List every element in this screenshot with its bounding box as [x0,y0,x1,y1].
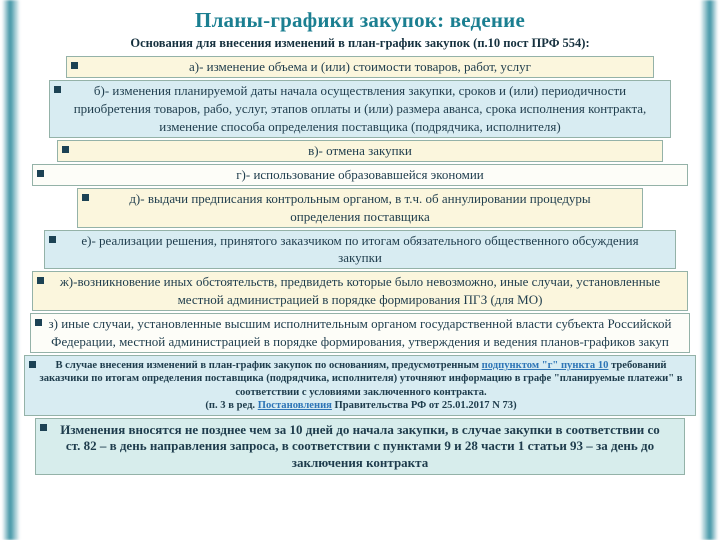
bullet-square-icon [37,170,44,177]
bullet-square-icon [71,62,78,69]
note-reference-line [39,399,683,412]
reason-text-d: д)- выдачи предписания контрольным органом, в т.ч. об аннулировании процедуры определения поставщика [129,190,591,224]
bullet-square-icon [62,146,69,153]
link-postanovlenie[interactable]: Постановления [257,400,332,412]
reason-item-d [77,188,643,228]
left-edge-gradient [2,0,20,540]
bullet-square-icon [40,424,47,431]
note-box [24,355,696,415]
reason-item-v [57,140,663,162]
reason-item-a [66,56,654,78]
reason-item-zh [32,271,688,311]
reason-text-b: б)- изменения планируемой даты начала осуществления закупки, сроков и (или) периодичности приобретения товаров, рабо, услуг, этапов оплаты и (или) размера аванса, срока исполнения контракта, изменение способа определения поставщика (подрядчика, исполнителя) [73,82,647,134]
note-ref-part2: Правительства РФ от 25.01.2017 N 73) [331,400,517,412]
reason-text-z: з) иные случаи, установленные высшим исполнительным органом государственной власти субъекта Российской Федерации, местной администрацией в порядке формирования, утверждения и ведения планов-графиков закуп [48,316,672,350]
link-subpoint-g-point-10[interactable]: подпунктом "г" пункта 10 [481,360,609,372]
reason-item-e [44,230,676,270]
reason-item-b [49,80,671,138]
reasons-list [0,56,720,475]
bullet-square-icon [29,361,36,368]
right-edge-gradient [700,0,718,540]
reason-text-a: а)- изменение объема и (или) стоимости товаров, работ, услуг [188,59,532,74]
reason-item-g [32,164,688,186]
reason-item-z [30,313,690,353]
bullet-square-icon [54,86,61,93]
note-paragraph [39,359,683,399]
note-text-part2: требований заказчики по итогам определения поставщика (подрядчика, исполнителя) уточняют информацию в графе "планируемые платежи" в соответствии с условиями заключенного контракта. [39,360,683,398]
deadline-box [35,418,685,476]
slide-subtitle: Основания для внесения изменений в план-график закупок (п.10 пост ПРФ 554): [130,36,590,50]
bullet-square-icon [49,236,56,243]
reason-text-v: в)- отмена закупки [308,142,412,158]
bullet-square-icon [35,319,42,326]
bullet-square-icon [82,194,89,201]
reason-text-e: е)- реализации решения, принятого заказчиком по итогам обязательного общественного обсуждения закупки [81,232,639,266]
bullet-square-icon [37,277,44,284]
reason-text-zh: ж)-возникновение иных обстоятельств, предвидеть которые было невозможно, иные случаи, установленные местной администрацией в порядке формирования ПГЗ (для МО) [59,274,661,308]
reason-text-g: г)- использование образовавшейся экономии [236,166,484,182]
note-text-part1: В случае внесения изменений в план-график закупок по основаниям, предусмотренным [55,360,482,372]
deadline-text: Изменения вносятся не позднее чем за 10 дней до начала закупки, в случае закупки в соответствии со ст. 82 – в день направления запроса, в соответствии с пунктами 9 и 28 части 1 статьи 93 – за день до заключения контракта [60,421,660,470]
slide-title: Планы-графики закупок: ведение [195,8,525,32]
note-ref-part1: (п. 3 в ред. [205,400,258,412]
